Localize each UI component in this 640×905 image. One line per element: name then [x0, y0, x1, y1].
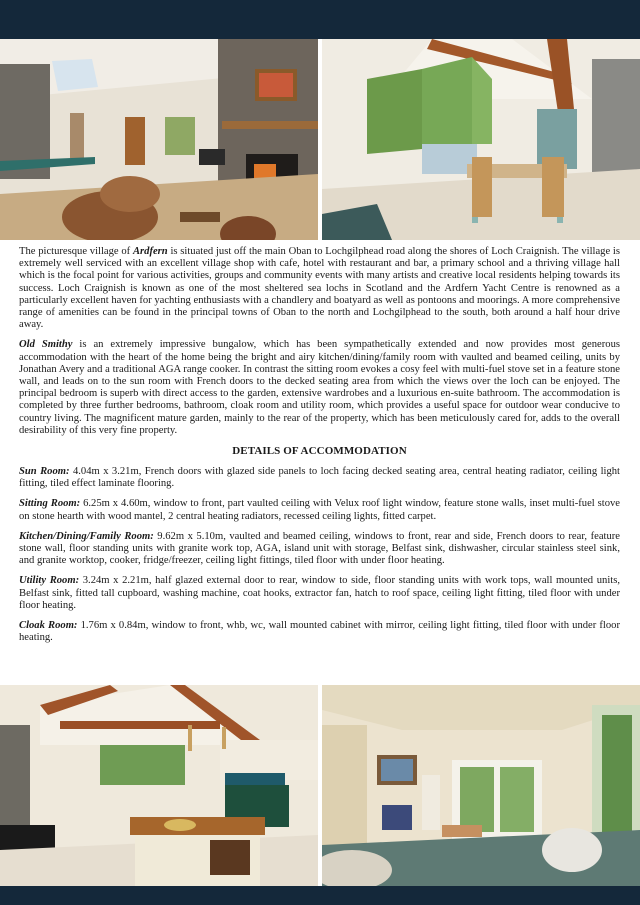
room-sitting: Sitting Room: 6.25m x 4.60m, window to front, part vaulted ceiling with Velux roof light window, feature stone walls, inset multi-fuel stove on stone hearth with wood mantel, 2 central heating radiators, recessed ceiling lights, fitted carpet.	[19, 498, 620, 522]
details-heading: DETAILS OF ACCOMMODATION	[232, 445, 407, 458]
room-sun: Sun Room: 4.04m x 3.21m, French doors with glazed side panels to loch facing decked seating area, central heating radiator, ceiling light fitting, tiled effect laminate flooring.	[19, 466, 620, 490]
room-utility: Utility Room: 3.24m x 2.21m, half glazed external door to rear, window to side, floor standing units with work tops, wall mounted units, Belfast sink, fitted tall cupboard, washing machine, coat hooks, extractor fan, hatch to roof space, ceiling light fitting, tiled floor with under floor heating.	[19, 575, 620, 611]
property-description	[19, 246, 620, 652]
room-cloak: Cloak Room: 1.76m x 0.84m, window to front, whb, wc, wall mounted cabinet with mirror, ceiling light fitting, tiled floor with under floor heating.	[19, 620, 620, 644]
kitchen-photo	[0, 685, 318, 886]
dining-area-photo	[322, 39, 640, 240]
village-name: Ardfern	[132, 246, 168, 257]
bottom-banner	[0, 886, 640, 905]
property-paragraph: Old Smithy is an extremely impressive bungalow, which has been sympathetically extended and now provides most generous accommodation with the heart of the home being the bright and airy kitchen/dining/family room with vaulted and beamed ceiling, units by Jonathan Avery and a traditional AGA range cooker. In contrast the sitting room evokes a cosy feel with multi-fuel stove set in a feature stone wall, and leads on to the sun room with French doors to the decked seating area from which the views over the loch can be enjoyed. The principal bedroom is superb with direct access to the garden, extensive wardrobes and a luxurious en-suite bathroom. The accommodation is completed by three further bedrooms, bathroom, cloak room and utility room, which provides a useful space for outdoor wear conducive to country living. The magnificent mature garden, mainly to the rear of the property, which has been meticulously cared for, adds to the overall desirability of this very fine property.	[19, 339, 620, 436]
sun-room-photo	[322, 685, 640, 886]
intro-paragraph: The picturesque village of Ardfern is situated just off the main Oban to Lochgilphead road along the shores of Loch Craignish. The village is extremely well serviced with an excellent village shop with cafe, hotel with restaurant and bar, a primary school and a thriving village hall which is the focal point for various activities, groups and community events with many artists and creative local residents helping towards its success. Loch Craignish is known as one of the most sheltered sea lochs in Scotland and the Ardfern Yacht Centre is renowned as a particularly excellent haven for yachting enthusiasts with a chandlery and boatyard as well as pontoons and moorings. A more comprehensive range of amenities can be found in the principal towns of Oban to the north and Lochgilphead to the south, both around a half hour drive away.	[19, 246, 621, 331]
room-kitchen: Kitchen/Dining/Family Room: 9.62m x 5.10m, vaulted and beamed ceiling, windows to front, rear and side, French doors to rear, feature stone wall, floor standing units with granite work top, AGA, island unit with storage, Belfast sink, dishwasher, circular stainless steel sink, and granite worktop, cooker, fridge/freezer, ceiling light fittings, tiled floor with under floor heating.	[19, 530, 620, 567]
sitting-room-photo	[0, 39, 318, 240]
top-banner	[0, 0, 640, 39]
property-name: Old Smithy	[19, 339, 73, 351]
